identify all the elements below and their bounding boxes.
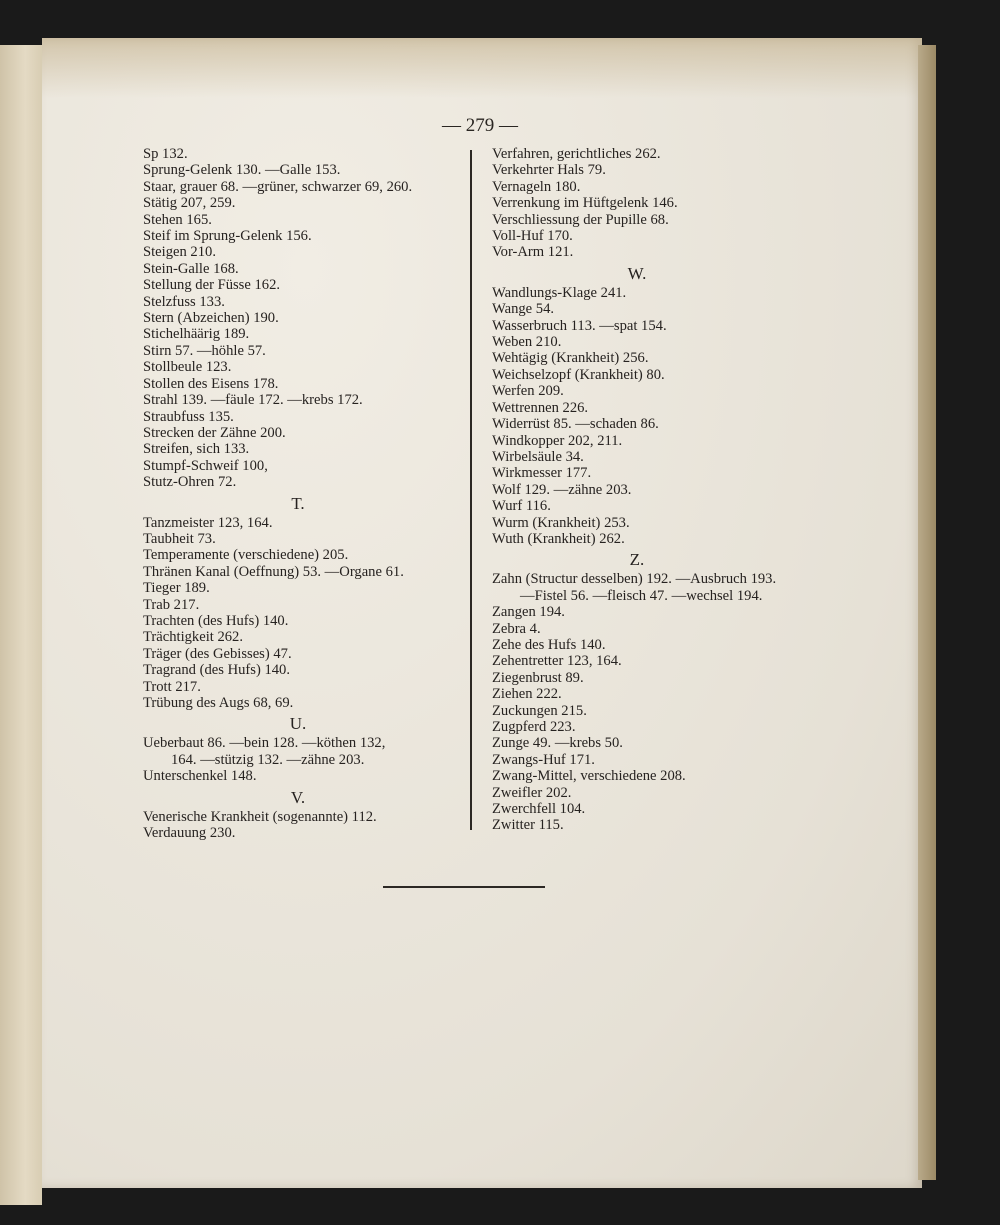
index-entry: Zwerchfell 104. (492, 801, 586, 818)
index-entry: Verschliessung der Pupille 68. (492, 211, 669, 228)
index-entry: Unterschenkel 148. (143, 768, 257, 785)
index-entry: Streifen, sich 133. (143, 441, 250, 458)
index-entry: Zangen 194. (492, 604, 565, 621)
index-entry: Sprung-Gelenk 130. —Galle 153. (143, 162, 341, 179)
index-entry: Ueberbaut 86. —bein 128. —köthen 132, (143, 735, 386, 752)
index-entry: —Fistel 56. —fleisch 47. —wechsel 194. (520, 587, 763, 604)
index-entry: Tanzmeister 123, 164. (143, 514, 273, 531)
index-column-left (143, 146, 468, 841)
index-entry: Trab 217. (143, 596, 200, 613)
index-entry: Wurm (Krankheit) 253. (492, 514, 630, 531)
index-entry: Thränen Kanal (Oeffnung) 53. —Organe 61. (143, 563, 404, 580)
index-entry: Wehtägig (Krankheit) 256. (492, 350, 649, 367)
index-entry: Stutz-Ohren 72. (143, 474, 237, 491)
index-entry: Temperamente (verschiedene) 205. (143, 547, 349, 564)
index-entry: Stollen des Eisens 178. (143, 375, 279, 392)
page-damage-stain (42, 38, 922, 98)
index-entry: Straubfuss 135. (143, 408, 234, 425)
index-entry: Stirn 57. —höhle 57. (143, 342, 266, 359)
index-entry: Sp 132. (143, 146, 188, 162)
index-entry: Wasserbruch 113. —spat 154. (492, 317, 667, 334)
index-entry: Zwangs-Huf 171. (492, 751, 595, 768)
index-entry: Stätig 207, 259. (143, 195, 236, 212)
index-entry: Vor-Arm 121. (492, 244, 574, 261)
section-letter-heading: T. (291, 493, 305, 513)
index-entry: Träger (des Gebisses) 47. (143, 645, 292, 662)
index-entry: Stellung der Füsse 162. (143, 277, 281, 294)
index-entry: Strecken der Zähne 200. (143, 424, 286, 441)
section-letter-heading: U. (289, 714, 307, 734)
index-entry: Verkehrter Hals 79. (492, 162, 606, 179)
index-entry: Wettrennen 226. (492, 399, 589, 416)
index-entry: Staar, grauer 68. —grüner, schwarzer 69, 260. (143, 178, 413, 195)
page-number: — 279 — (442, 115, 518, 136)
index-entry: Vernageln 180. (492, 178, 581, 195)
index-entry: Tieger 189. (143, 580, 210, 597)
index-entry: Stern (Abzeichen) 190. (143, 310, 279, 327)
index-entry: Zuckungen 215. (492, 702, 587, 719)
index-entry: Voll-Huf 170. (492, 228, 573, 245)
facing-page-edge (0, 45, 42, 1205)
index-entry: Zugpferd 223. (492, 719, 576, 735)
index-entry: Wirbelsäule 34. (492, 448, 584, 465)
index-entry: Werfen 209. (492, 383, 564, 400)
page-edge (918, 45, 936, 1180)
index-entry: Zweifler 202. (492, 784, 572, 801)
index-entry: Verrenkung im Hüftgelenk 146. (492, 195, 678, 212)
index-column-right (492, 146, 822, 834)
index-entry: Zehentretter 123, 164. (492, 653, 622, 670)
index-entry: Venerische Krankheit (sogenannte) 112. (143, 808, 377, 825)
index-entry: Tragrand (des Hufs) 140. (143, 662, 290, 679)
index-entry: Zehe des Hufs 140. (492, 636, 606, 653)
index-entry: Widerrüst 85. —schaden 86. (492, 416, 659, 433)
index-entry: Wirkmesser 177. (492, 465, 592, 482)
index-entry: Trächtigkeit 262. (143, 629, 243, 646)
index-entry: Stelzfuss 133. (143, 293, 225, 310)
index-entry: Stollbeule 123. (143, 359, 232, 376)
index-entry: Verfahren, gerichtliches 262. (492, 146, 661, 162)
index-entry: Steigen 210. (143, 244, 216, 261)
index-entry: Strahl 139. —fäule 172. —krebs 172. (143, 392, 363, 409)
section-letter-heading: W. (627, 263, 647, 283)
index-entry: Verdauung 230. (143, 825, 236, 842)
column-divider (470, 150, 472, 830)
index-entry: Zwitter 115. (492, 817, 564, 834)
index-entry: Weichselzopf (Krankheit) 80. (492, 366, 665, 383)
index-entry: 164. —stützig 132. —zähne 203. (171, 751, 365, 768)
section-letter-heading: Z. (629, 550, 645, 570)
index-entry: Trübung des Augs 68, 69. (143, 695, 294, 711)
index-entry: Zahn (Structur desselben) 192. —Ausbruch 193. (492, 571, 777, 588)
index-entry: Stichelhäärig 189. (143, 326, 250, 343)
index-entry: Windkopper 202, 211. (492, 432, 623, 449)
index-entry: Trachten (des Hufs) 140. (143, 612, 289, 629)
index-entry: Steif im Sprung-Gelenk 156. (143, 228, 312, 245)
index-entry: Taubheit 73. (143, 530, 216, 547)
index-entry: Stehen 165. (143, 211, 212, 228)
index-entry: Ziehen 222. (492, 686, 562, 703)
section-letter-heading: V. (290, 787, 306, 807)
index-entry: Zebra 4. (492, 620, 541, 637)
index-entry: Ziegenbrust 89. (492, 669, 584, 686)
index-entry: Weben 210. (492, 334, 562, 351)
index-entry: Wurf 116. (492, 498, 551, 515)
end-rule (383, 886, 545, 888)
index-entry: Wandlungs-Klage 241. (492, 284, 627, 301)
index-entry: Wuth (Krankheit) 262. (492, 530, 625, 547)
index-entry: Stein-Galle 168. (143, 260, 239, 277)
index-entry: Zwang-Mittel, verschiedene 208. (492, 768, 686, 785)
index-entry: Wolf 129. —zähne 203. (492, 481, 632, 498)
index-entry: Wange 54. (492, 301, 555, 318)
index-entry: Stumpf-Schweif 100, (143, 457, 268, 474)
index-entry: Trott 217. (143, 678, 201, 695)
index-entry: Zunge 49. —krebs 50. (492, 735, 623, 752)
